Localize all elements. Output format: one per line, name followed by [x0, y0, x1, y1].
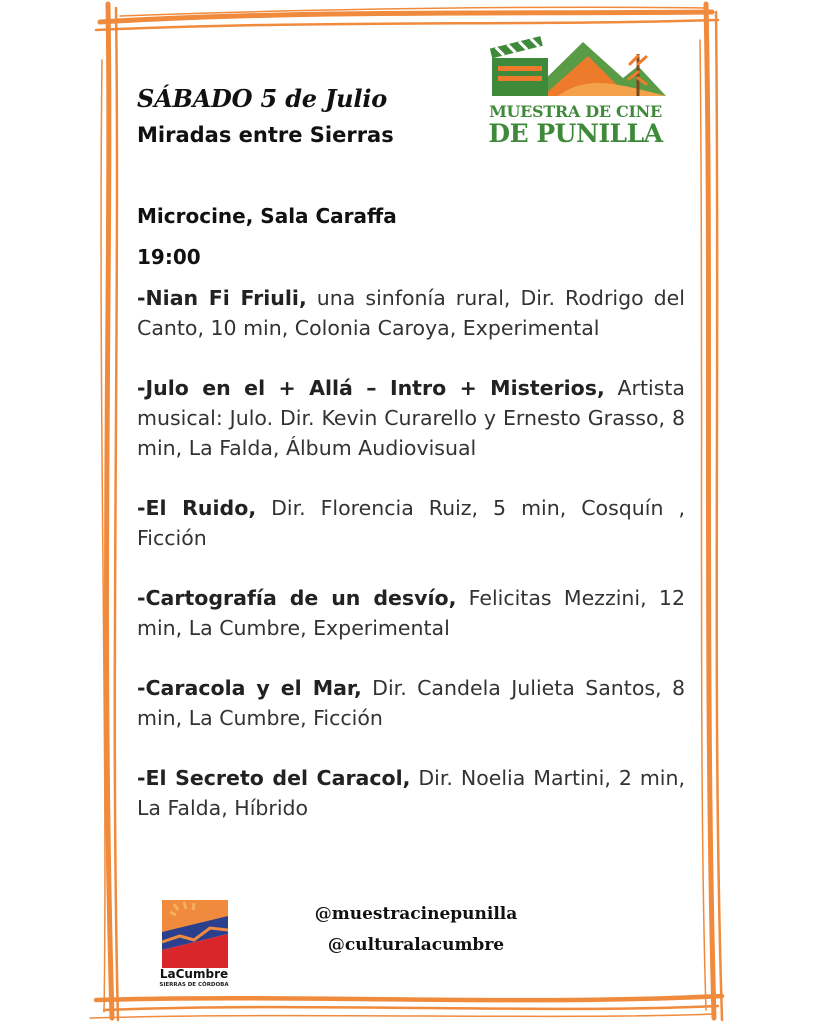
event-header: [137, 84, 394, 147]
film-details: Dir. Candela Julieta Santos, 8 min, La Cumbre, Ficción: [137, 676, 685, 730]
film-item: [137, 673, 685, 733]
handle-culturalacumbre[interactable]: @culturalacumbre: [327, 935, 505, 955]
la-cumbre-subtitle: SIERRAS DE CÓRDOBA: [159, 982, 229, 988]
film-details: una sinfonía rural, Dir. Rodrigo del Canto, 10 min, Colonia Caroya, Experimental: [137, 286, 685, 340]
venue-name: Microcine, Sala Caraffa: [137, 204, 397, 228]
film-details: Artista musical: Julo. Dir. Kevin Curarello y Ernesto Grasso, 8 min, La Falda, Álbum Audiovisual: [137, 376, 685, 460]
logo-wordmark: [488, 104, 663, 146]
film-item: [137, 373, 685, 463]
film-details: Dir. Noelia Martini, 2 min, La Falda, Híbrido: [137, 766, 685, 820]
film-title: -El Secreto del Caracol,: [137, 766, 411, 790]
film-title: -Nian Fi Friuli,: [137, 286, 307, 310]
film-list: [137, 283, 685, 853]
film-item: [137, 283, 685, 343]
la-cumbre-name: LaCumbre: [159, 967, 229, 981]
logo-line-2: DE PUNILLA: [488, 119, 663, 148]
film-item: [137, 583, 685, 643]
handle-muestracinepunilla[interactable]: @muestracinepunilla: [314, 904, 518, 924]
event-date: SÁBADO 5 de Julio: [137, 84, 388, 113]
film-title: -Caracola y el Mar,: [137, 676, 362, 700]
social-handles: [296, 899, 536, 961]
film-title: -Julo en el + Allá – Intro + Misterios,: [137, 376, 605, 400]
logo-line-1: MUESTRA DE CINE: [489, 102, 662, 121]
film-title: -Cartografía de un desvío,: [137, 586, 457, 610]
film-details: Felicitas Mezzini, 12 min, La Cumbre, Experimental: [137, 586, 685, 640]
film-item: [137, 493, 685, 553]
film-item: [137, 763, 685, 823]
film-title: -El Ruido,: [137, 496, 257, 520]
section-title: Miradas entre Sierras: [137, 123, 394, 147]
screening-time: 19:00: [137, 245, 201, 269]
film-details: Dir. Florencia Ruiz, 5 min, Cosquín , Ficción: [137, 496, 685, 550]
